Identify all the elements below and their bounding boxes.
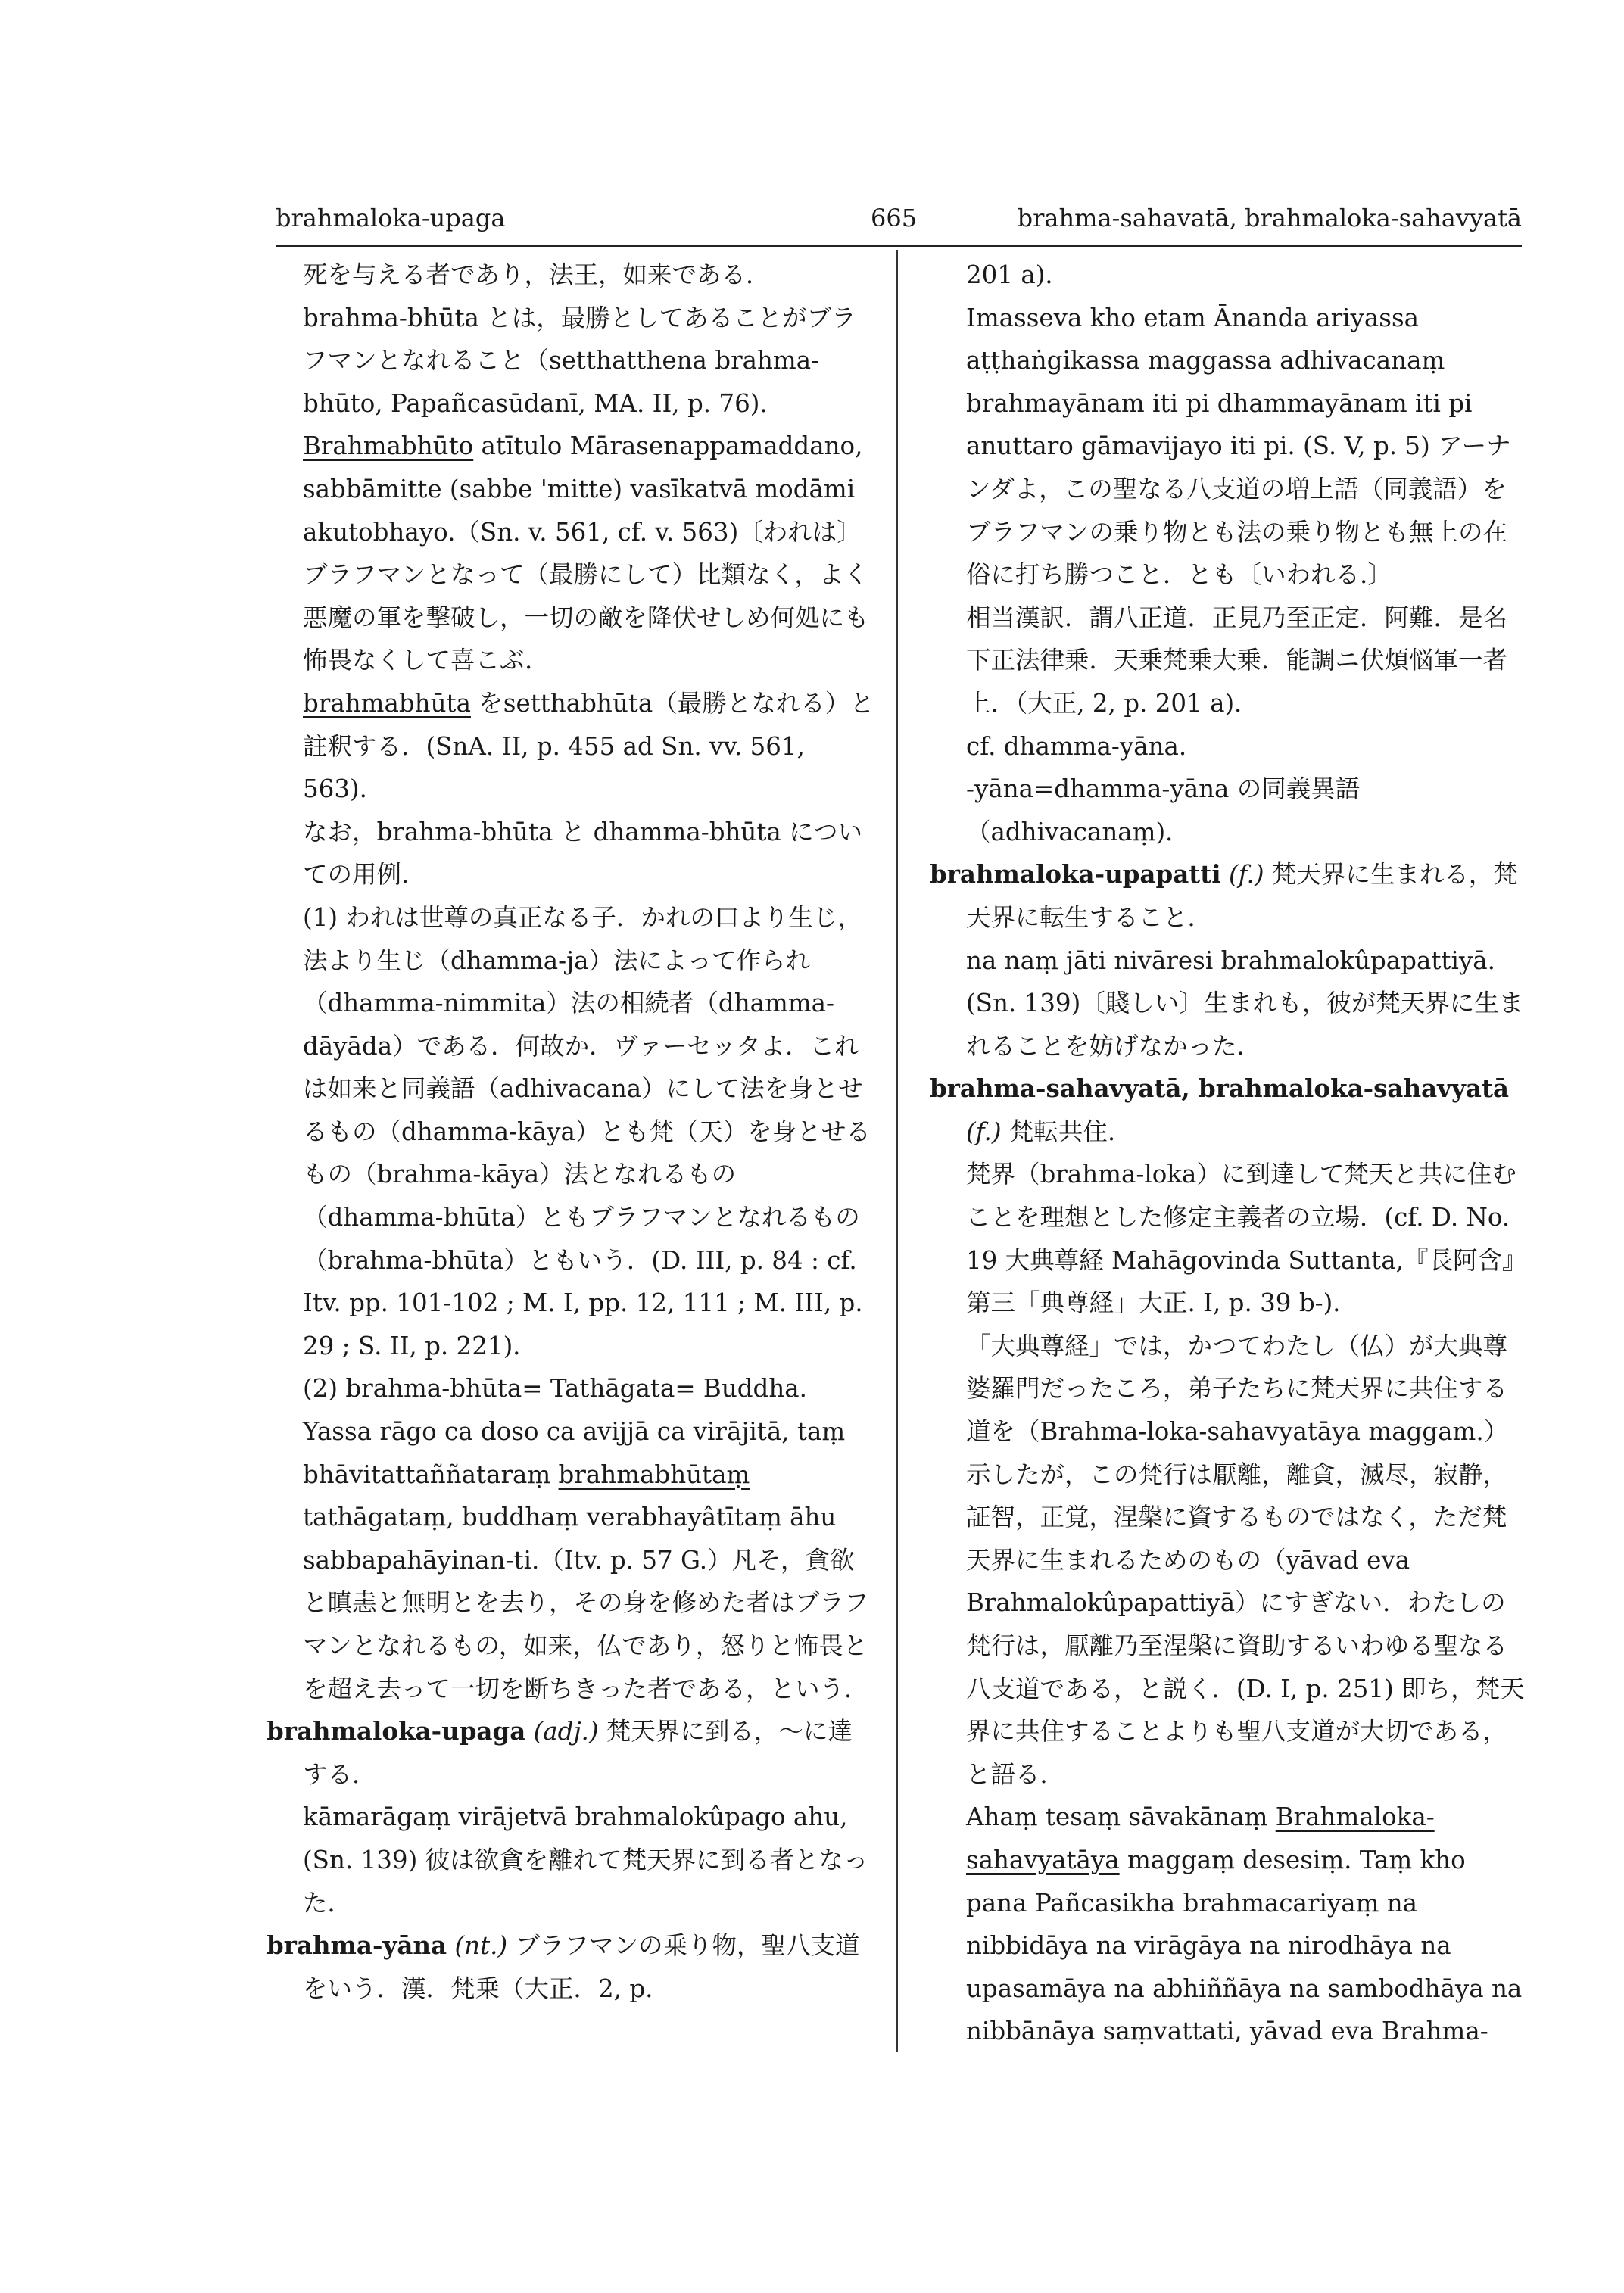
definition: 梵天界に生まれる，梵天界に転生すること． (966, 860, 1518, 932)
part-of-speech: (nt.) (454, 1931, 508, 1961)
headword: brahmaloka-upapatti (930, 859, 1221, 889)
yana-para-4: -yāna=dhamma-yāna の同義異語（adhivacanaṃ)． (966, 774, 1361, 846)
sahavyata-para-1: 梵界（brahma-loka）に到達して梵天と共に住むことを理想とした修定主義者の立場．(cf. D. No. 19 大典尊経 Mahāgovinda Suttanta,『長阿含』第三「典尊経」大正. I, p. 39 b-)． (966, 1160, 1527, 1318)
left-para-2: brahma-bhūta とは，最勝としてあることがブラフマンとなれること（setthatthena brahma-bhūto, Papañcasūdanī, MA. II, p. 76)． (303, 303, 856, 418)
entry-brahmaloka-upapatti (930, 853, 1528, 939)
left-para-1: 死を与える者であり，法王，如来である． (303, 260, 771, 289)
headword: brahma-yāna (267, 1930, 447, 1961)
underlined-term: brahmabhūta (303, 688, 471, 718)
left-para-4: brahmabhūta をsetthabhūta（最勝となれる）と註釈する．(SnA. II, p. 455 ad Sn. vv. 561, 563)． (303, 688, 874, 804)
yana-para-3: cf. dhamma-yāna. (966, 731, 1187, 761)
underlined-term: brahmabhūtaṃ (558, 1460, 750, 1489)
part-of-speech: (f.) (966, 1117, 1002, 1146)
underlined-term: Brahmaloka-sahavyatāya (966, 1802, 1435, 1874)
headword: brahmaloka-upaga (267, 1716, 526, 1746)
left-column (267, 254, 876, 2010)
left-para-7: (2) brahma-bhūta= Tathāgata= Buddha. Yassa rāgo ca doso ca avijjā ca virājitā, taṃ bhāvitattaññataraṃ brahmabhūtaṃ tathāgataṃ, buddhaṃ verabhayâtītaṃ āhu sabbapahāyinan-ti.（Itv. p. 57 G.）凡そ，貪欲と瞋恚と無明とを去り，その身を修めた者はブラフマンとなれるもの，如来，仏であり，怒りと怖畏とを超え去って一切を断ちきった者である，という． (303, 1374, 869, 1703)
header-left-guideword: brahmaloka-upaga (276, 204, 506, 232)
definition: 梵天界に到る，～に達する． (303, 1717, 853, 1789)
part-of-speech: (f.) (1228, 860, 1264, 889)
part-of-speech: (adj.) (533, 1717, 599, 1746)
example-upapatti: na naṃ jāti nivāresi brahmalokûpapattiyā. (Sn. 139)〔賤しい〕生まれも，彼が梵天界に生まれることを妨げなかった． (966, 946, 1524, 1061)
definition: 梵転共住. (1008, 1117, 1116, 1146)
entry-brahma-sahavyata (930, 1067, 1528, 1153)
continuation: 201 a)． (966, 260, 1070, 289)
headword: brahma-sahavyatā, brahmaloka-sahavyatā (930, 1073, 1510, 1104)
yana-para-2: 相当漢訳．謂八正道．正見乃至正定．阿難．是名下正法律乗．天乗梵乗大乗．能調ニ伏煩悩軍一者上．（大正, 2, p. 201 a)． (966, 603, 1508, 718)
left-para-6: (1) われは世尊の真正なる子．かれの口より生じ，法より生じ（dhamma-ja）法によって作られ（dhamma-nimmita）法の相続者（dhamma-dāyāda）である．何故か．ヴァーセッタよ．これは如来と同義語（adhivacana）にして法を身とせるもの（dhamma-kāya）とも梵（天）を身とせるもの（brahma-kāya）法となれるもの（dhamma-bhūta）ともブラフマンとなれるもの（brahma-bhūta）ともいう．(D. III, p. 84 : cf. Itv. pp. 101-102 ; M. I, pp. 12, 111 ; M. III, p. 29 ; S. II, p. 221)． (303, 902, 871, 1360)
page-header (276, 198, 1522, 238)
column-divider (896, 250, 898, 2052)
underlined-term: Brahmabhūto (303, 431, 474, 461)
right-column (930, 254, 1528, 2053)
sahavyata-para-2: 「大典尊経」では，かつてわたし（仏）が大典尊婆羅門だったころ，弟子たちに梵天界に共住する道を（Brahma-loka-sahavyatāya maggam.）示したが，この梵行は厭離，離貪，滅尽，寂静，証智，正覚，涅槃に資するものではなく，ただ梵天界に生まれるためのもの（yāvad eva Brahmalokûpapattiyā）にすぎない．わたしの梵行は，厭離乃至涅槃に資助するいわゆる聖なる八支道である，と説く．(D. I, p. 251) 即ち，梵天界に共住することよりも聖八支道が大切である，と語る． (966, 1331, 1525, 1789)
header-rule (276, 245, 1522, 247)
entry-brahmaloka-upaga (267, 1710, 876, 1796)
sahavyata-para-3: Ahaṃ tesaṃ sāvakānaṃ Brahmaloka-sahavyatāya maggaṃ desesiṃ. Taṃ kho pana Pañcasikha brahmacariyaṃ na nibbidāya na virāgāya na nirodhāya na upasamāya na abhiññāya na sambodhāya na nibbānāya saṃvattati, yāvad eva Brahma- (966, 1802, 1523, 2046)
yana-para-1: Imasseva kho etam Ānanda ariyassa aṭṭhaṅgikassa maggassa adhivacanaṃ brahmayānam iti pi dhammayānam iti pi anuttaro gāmavijayo iti pi. (S. V, p. 5) アーナンダよ，この聖なる八支道の増上語（同義語）をブラフマンの乗り物とも法の乗り物とも無上の在俗に打ち勝つこと．とも〔いわれる.〕 (966, 303, 1511, 590)
header-right-guideword: brahma-sahavatā, brahmaloka-sahavyatā (1017, 204, 1522, 232)
definition: ブラフマンの乗り物，聖八支道をいう．漢．梵乗（大正．2, p. (303, 1931, 860, 2003)
example-upaga: kāmarāgaṃ virājetvā brahmalokûpago ahu, (Sn. 139) 彼は欲貪を離れて梵天界に到る者となった． (303, 1802, 868, 1918)
left-para-5: なお，brahma-bhūta と dhamma-bhūta についての用例． (303, 817, 862, 889)
entry-brahma-yana (267, 1924, 876, 2010)
left-para-3: Brahmabhūto atītulo Mārasenappamaddano, sabbāmitte (sabbe 'mitte) vasīkatvā modāmi akutobhayo.（Sn. v. 561, cf. v. 563)〔われは〕ブラフマンとなって（最勝にして）比類なく，よく悪魔の軍を撃破し，一切の敵を降伏せしめ何処にも怖畏なくして喜こぶ． (303, 431, 869, 675)
page-number: 665 (871, 204, 918, 232)
